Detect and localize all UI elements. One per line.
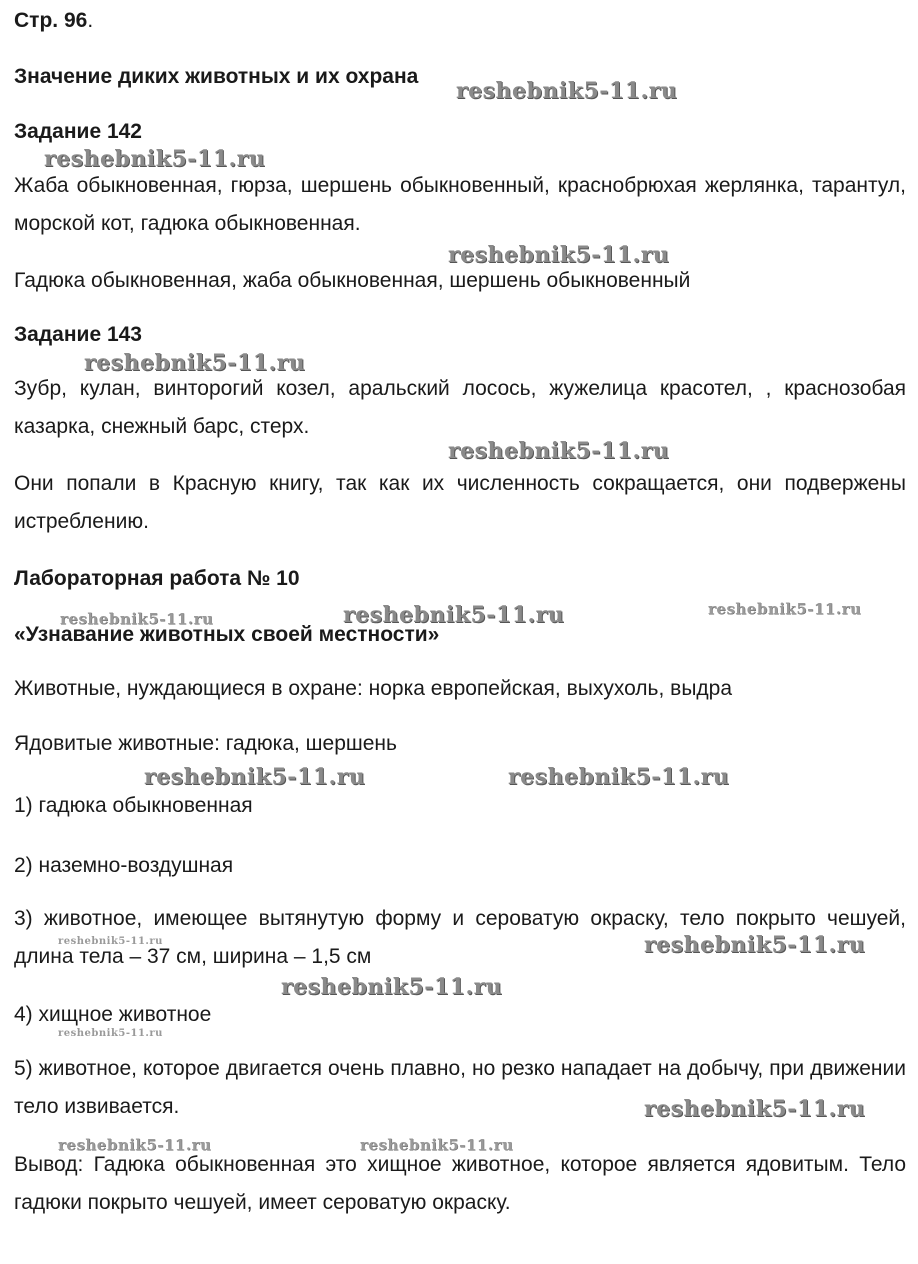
- watermark: reshebnik5-11.ru: [708, 600, 862, 618]
- lab-item-5: 5) животное, которое двигается очень плавно, но резко нападает на добычу, при движении тело извивается.: [14, 1057, 906, 1118]
- lab-conclusion: Вывод: Гадюка обыкновенная это хищное животное, которое является ядовитым. Тело гадюки покрыто чешуей, имеет сероватую окраску.: [14, 1153, 906, 1214]
- lab-item-3: 3) животное, имеющее вытянутую форму и сероватую окраску, тело покрыто чешуей, длина тела – 37 см, ширина – 1,5 см: [14, 907, 906, 968]
- watermark: reshebnik5-11.ru: [448, 242, 670, 268]
- watermark: reshebnik5-11.ru: [343, 602, 565, 628]
- watermark: reshebnik5-11.ru: [644, 1096, 866, 1122]
- task-143-heading: Задание 143: [14, 323, 142, 346]
- watermark: reshebnik5-11.ru: [44, 146, 266, 172]
- watermark: reshebnik5-11.ru: [644, 932, 866, 958]
- lab-protected-animals: Животные, нуждающиеся в охране: норка европейская, выхухоль, выдра: [14, 677, 733, 700]
- watermark: reshebnik5-11.ru: [456, 78, 678, 104]
- lab-poisonous-animals: Ядовитые животные: гадюка, шершень: [14, 732, 397, 755]
- task-142-paragraph-1: Жаба обыкновенная, гюрза, шершень обыкновенный, краснобрюхая жерлянка, тарантул, морской кот, гадюка обыкновенная.: [14, 174, 906, 235]
- lab-heading: Лабораторная работа № 10: [14, 567, 300, 590]
- lab-item-1: 1) гадюка обыкновенная: [14, 794, 253, 817]
- watermark: reshebnik5-11.ru: [58, 1028, 163, 1039]
- page-number: Стр. 96: [14, 9, 88, 32]
- task-143-paragraph-2: Они попали в Красную книгу, так как их численность сокращается, они подвержены истреблению.: [14, 472, 906, 533]
- section-title: Значение диких животных и их охрана: [14, 65, 419, 88]
- watermark: reshebnik5-11.ru: [58, 1136, 212, 1154]
- task-142-paragraph-2: Гадюка обыкновенная, жаба обыкновенная, шершень обыкновенный: [14, 269, 691, 292]
- watermark: reshebnik5-11.ru: [360, 1136, 514, 1154]
- page-label: [14, 10, 93, 31]
- lab-item-2: 2) наземно-воздушная: [14, 854, 234, 877]
- task-142-heading: Задание 142: [14, 120, 142, 143]
- watermark: reshebnik5-11.ru: [508, 764, 730, 790]
- watermark: reshebnik5-11.ru: [144, 764, 366, 790]
- watermark: reshebnik5-11.ru: [84, 350, 306, 376]
- watermark: reshebnik5-11.ru: [281, 974, 503, 1000]
- page-label-dot: .: [87, 9, 94, 32]
- lab-subtitle: «Узнавание животных своей местности»: [14, 623, 440, 646]
- watermark: reshebnik5-11.ru: [448, 438, 670, 464]
- watermark: reshebnik5-11.ru: [58, 936, 163, 947]
- watermark: reshebnik5-11.ru: [60, 610, 214, 628]
- task-143-paragraph-1: Зубр, кулан, винторогий козел, аральский лосось, жужелица красотел, , краснозобая казарка, снежный барс, стерх.: [14, 377, 906, 438]
- lab-item-4: 4) хищное животное: [14, 1003, 212, 1026]
